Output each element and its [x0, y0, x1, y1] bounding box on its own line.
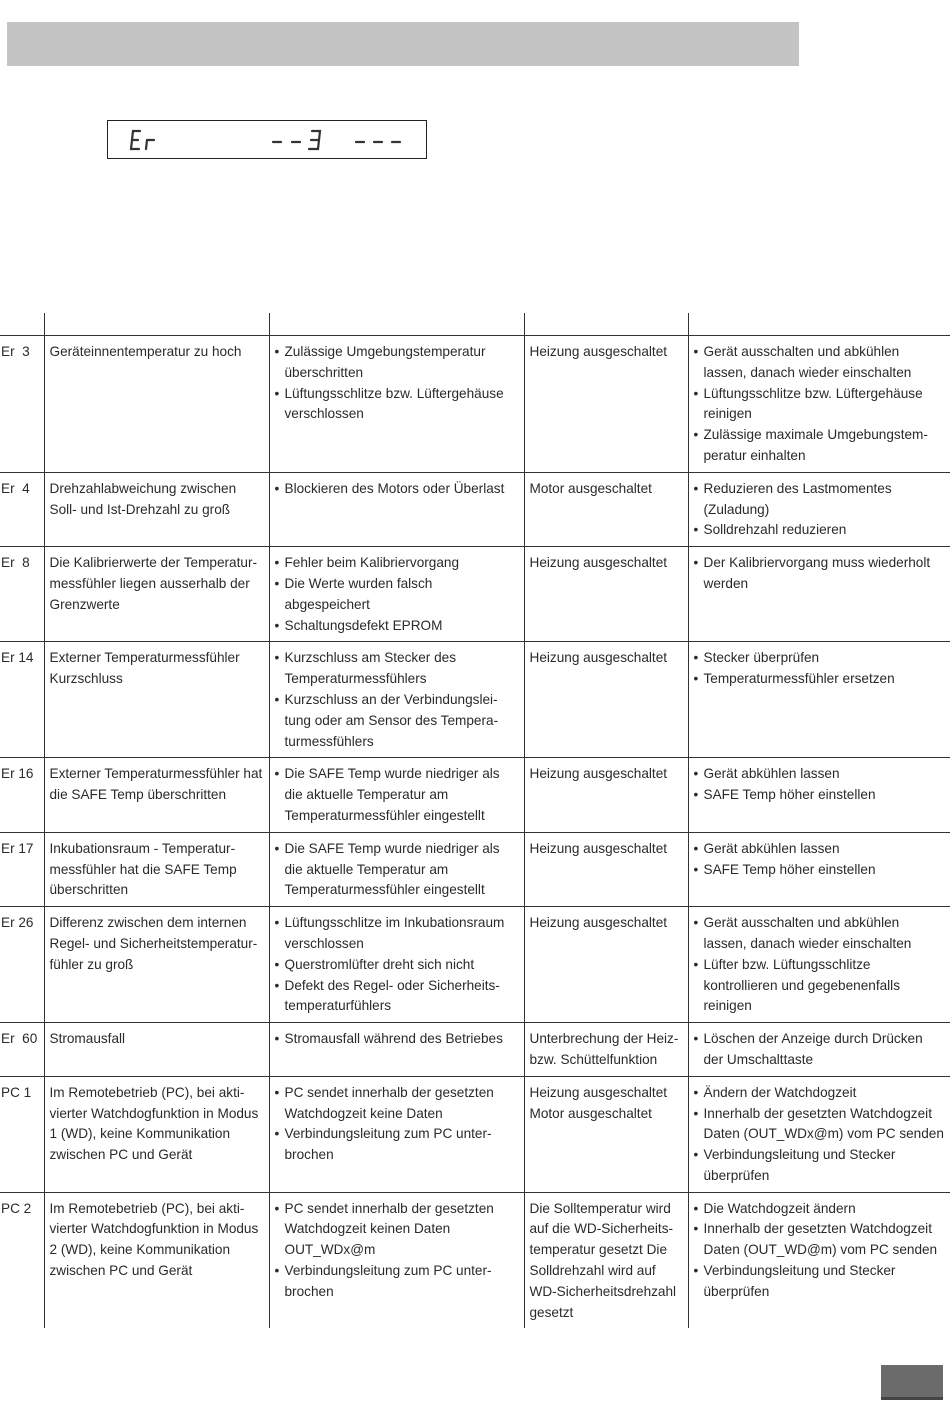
- error-code: Er 8: [0, 547, 44, 642]
- table-row: [0, 642, 950, 758]
- list-item: • Kurzschluss am Stecker des Temperaturmessfühlers: [275, 648, 519, 690]
- list-item: • Gerät abkühlen lassen: [694, 764, 946, 785]
- error-remedies: [688, 758, 950, 832]
- error-causes: [269, 832, 524, 906]
- error-remedies: [688, 907, 950, 1023]
- error-code: Er 3: [0, 336, 44, 473]
- list-item: • Fehler beim Kalibriervorgang: [275, 553, 519, 574]
- error-description: Geräteinnentemperatur zu hoch: [44, 336, 269, 473]
- list-item: • Zulässige Umgebungstemperatur überschritten: [275, 342, 519, 384]
- error-causes: [269, 336, 524, 473]
- error-code: Er 16: [0, 758, 44, 832]
- error-effect: Motor ausgeschaltet: [524, 472, 688, 546]
- list-item: • Gerät abkühlen lassen: [694, 839, 946, 860]
- list-item: • PC sendet innerhalb der gesetzten Watchdogzeit keine Daten: [275, 1083, 519, 1125]
- error-remedies: [688, 1023, 950, 1077]
- error-description: Die Kalibrierwerte der Temperatur-messfühler liegen ausserhalb der Grenzwerte: [44, 547, 269, 642]
- error-code: Er 26: [0, 907, 44, 1023]
- error-effect: Heizung ausgeschaltet: [524, 832, 688, 906]
- error-description: Inkubationsraum - Temperatur-messfühler hat die SAFE Temp überschritten: [44, 832, 269, 906]
- error-description: Externer Temperaturmessfühler Kurzschluss: [44, 642, 269, 758]
- list-item: • Lüftungsschlitze bzw. Lüftergehäuse verschlossen: [275, 384, 519, 426]
- error-effect: Heizung ausgeschaltet: [524, 642, 688, 758]
- list-item: • Kurzschluss an der Verbindungslei-tung oder am Sensor des Tempera-turmessfühlers: [275, 690, 519, 752]
- list-item: • Defekt des Regel- oder Sicherheits-temperaturfühlers: [275, 976, 519, 1018]
- error-causes: [269, 472, 524, 546]
- list-item: • Stecker überprüfen: [694, 648, 946, 669]
- table-row: [0, 1076, 950, 1192]
- error-causes: [269, 642, 524, 758]
- error-remedies: [688, 547, 950, 642]
- list-item: • Reduzieren des Lastmomentes (Zuladung): [694, 479, 946, 521]
- error-remedies: [688, 1076, 950, 1192]
- list-item: • Verbindungsleitung und Stecker überprüfen: [694, 1145, 946, 1187]
- list-item: • Löschen der Anzeige durch Drücken der Umschalttaste: [694, 1029, 946, 1071]
- header-bar: [7, 22, 799, 66]
- table-row: [0, 758, 950, 832]
- error-code: Er 4: [0, 472, 44, 546]
- lcd-error-display: [107, 120, 427, 159]
- error-effect: Heizung ausgeschaltet: [524, 336, 688, 473]
- error-remedies: [688, 642, 950, 758]
- table-row: [0, 832, 950, 906]
- error-description: Differenz zwischen dem internen Regel- und Sicherheitstemperatur-fühler zu groß: [44, 907, 269, 1023]
- error-causes: [269, 1023, 524, 1077]
- table-row: [0, 547, 950, 642]
- list-item: • Lüftungsschlitze bzw. Lüftergehäuse reinigen: [694, 384, 946, 426]
- table-row: [0, 472, 950, 546]
- error-description: Im Remotebetrieb (PC), bei akti-vierter Watchdogfunktion in Modus 2 (WD), keine Kommunikation zwischen PC und Gerät: [44, 1192, 269, 1328]
- error-causes: [269, 758, 524, 832]
- table-header-spacer: [0, 313, 950, 336]
- list-item: • Innerhalb der gesetzten Watchdogzeit Daten (OUT_WD@m) vom PC senden: [694, 1219, 946, 1261]
- error-effect: Die Solltemperatur wird auf die WD-Sicherheits-temperatur gesetzt Die Solldrehzahl wird auf WD-Sicherheitsdrehzahl gesetzt: [524, 1192, 688, 1328]
- list-item: • Ändern der Watchdogzeit: [694, 1083, 946, 1104]
- error-description: Drehzahlabweichung zwischen Soll- und Ist-Drehzahl zu groß: [44, 472, 269, 546]
- error-effect: Heizung ausgeschaltet: [524, 547, 688, 642]
- error-description: Externer Temperaturmessfühler hat die SAFE Temp überschritten: [44, 758, 269, 832]
- list-item: • PC sendet innerhalb der gesetzten Watchdogzeit keinen Daten OUT_WDx@m: [275, 1199, 519, 1261]
- table-row: [0, 336, 950, 473]
- error-remedies: [688, 336, 950, 473]
- list-item: • Querstromlüfter dreht sich nicht: [275, 955, 519, 976]
- error-table: [0, 313, 950, 1328]
- list-item: • Solldrehzahl reduzieren: [694, 520, 946, 541]
- table-row: [0, 1192, 950, 1328]
- error-remedies: [688, 1192, 950, 1328]
- list-item: • Innerhalb der gesetzten Watchdogzeit Daten (OUT_WDx@m) vom PC senden: [694, 1104, 946, 1146]
- error-code: PC 2: [0, 1192, 44, 1328]
- list-item: • Gerät ausschalten und abkühlen lassen, danach wieder einschalten: [694, 913, 946, 955]
- error-code: PC 1: [0, 1076, 44, 1192]
- error-effect: Unterbrechung der Heiz- bzw. Schüttelfunktion: [524, 1023, 688, 1077]
- list-item: • Stromausfall während des Betriebes: [275, 1029, 519, 1050]
- error-remedies: [688, 472, 950, 546]
- error-code: Er 14: [0, 642, 44, 758]
- error-causes: [269, 1192, 524, 1328]
- list-item: • Verbindungsleitung und Stecker überprüfen: [694, 1261, 946, 1303]
- error-remedies: [688, 832, 950, 906]
- error-code: Er 17: [0, 832, 44, 906]
- list-item: • Blockieren des Motors oder Überlast: [275, 479, 519, 500]
- table-row: [0, 907, 950, 1023]
- error-effect: Heizung ausgeschaltet Motor ausgeschaltet: [524, 1076, 688, 1192]
- error-causes: [269, 907, 524, 1023]
- list-item: • Lüfter bzw. Lüftungsschlitze kontrollieren und gegebenenfalls reinigen: [694, 955, 946, 1017]
- list-item: • Verbindungsleitung zum PC unter-brochen: [275, 1261, 519, 1303]
- error-effect: Heizung ausgeschaltet: [524, 758, 688, 832]
- list-item: • SAFE Temp höher einstellen: [694, 860, 946, 881]
- list-item: • Lüftungsschlitze im Inkubationsraum verschlossen: [275, 913, 519, 955]
- error-code: Er 60: [0, 1023, 44, 1077]
- error-description: Stromausfall: [44, 1023, 269, 1077]
- list-item: • Temperaturmessfühler ersetzen: [694, 669, 946, 690]
- list-item: • Zulässige maximale Umgebungstem-peratur einhalten: [694, 425, 946, 467]
- list-item: • Der Kalibriervorgang muss wiederholt werden: [694, 553, 946, 595]
- error-effect: Heizung ausgeschaltet: [524, 907, 688, 1023]
- list-item: • Verbindungsleitung zum PC unter-brochen: [275, 1124, 519, 1166]
- list-item: • Gerät ausschalten und abkühlen lassen, danach wieder einschalten: [694, 342, 946, 384]
- list-item: • Die SAFE Temp wurde niedriger als die aktuelle Temperatur am Temperaturmessfühler eingestellt: [275, 839, 519, 901]
- seven-segment-readout: [108, 121, 426, 157]
- list-item: • SAFE Temp höher einstellen: [694, 785, 946, 806]
- error-causes: [269, 1076, 524, 1192]
- error-description: Im Remotebetrieb (PC), bei akti-vierter Watchdogfunktion in Modus 1 (WD), keine Kommunikation zwischen PC und Gerät: [44, 1076, 269, 1192]
- error-causes: [269, 547, 524, 642]
- list-item: • Die Werte wurden falsch abgespeichert: [275, 574, 519, 616]
- table-row: [0, 1023, 950, 1077]
- list-item: • Die Watchdogzeit ändern: [694, 1199, 946, 1220]
- list-item: • Die SAFE Temp wurde niedriger als die aktuelle Temperatur am Temperaturmessfühler eingestellt: [275, 764, 519, 826]
- page-number-tab: [881, 1365, 943, 1400]
- list-item: • Schaltungsdefekt EPROM: [275, 616, 519, 637]
